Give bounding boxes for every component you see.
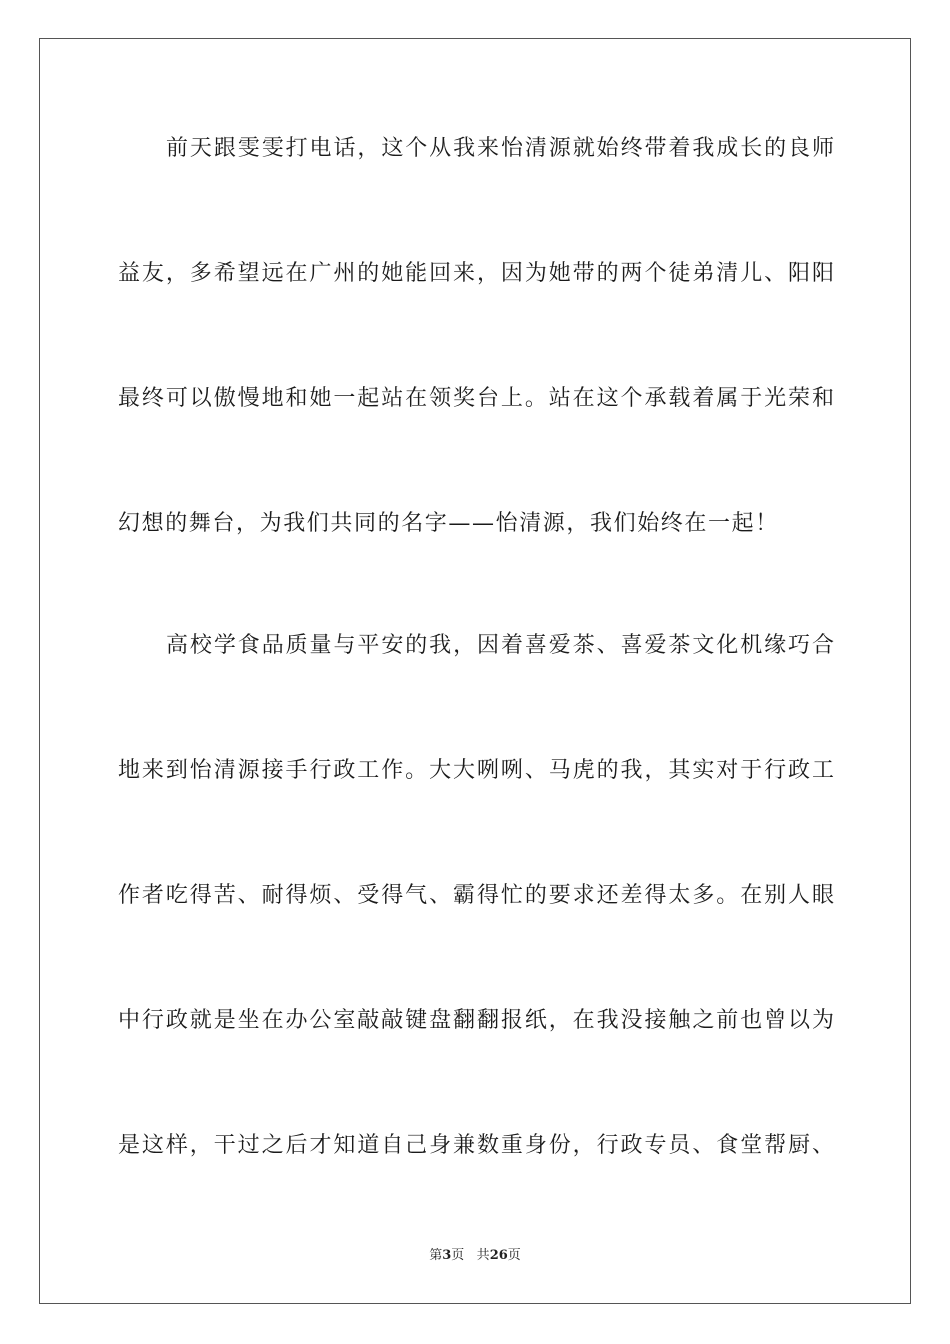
page-prefix: 第 [429,1248,443,1263]
page-suffix: 页 [451,1248,465,1263]
paragraph-2-line-2: 地来到怡清源接手行政工作。大大咧咧、马虎的我，其实对于行政工 [118,758,834,783]
total-prefix: 共 [476,1248,490,1263]
paragraph-2-line-5: 是这样，干过之后才知道自己身兼数重身份，行政专员、食堂帮厨、 [118,1133,834,1158]
paragraph-1-line-2: 益友，多希望远在广州的她能回来，因为她带的两个徒弟清儿、阳阳 [118,261,834,286]
paragraph-2-line-4: 中行政就是坐在办公室敲敲键盘翻翻报纸，在我没接触之前也曾以为 [118,1008,834,1033]
page-number-current: 3 [442,1248,452,1263]
paragraph-1-line-3: 最终可以傲慢地和她一起站在领奖台上。站在这个承载着属于光荣和 [118,386,834,411]
paragraph-1-line-4: 幻想的舞台，为我们共同的名字——怡清源，我们始终在一起！ [118,511,779,536]
total-suffix: 页 [507,1248,521,1263]
page-border [39,38,911,1304]
paragraph-1-line-1: 前天跟雯雯打电话，这个从我来怡清源就始终带着我成长的良师 [166,136,834,161]
page-number-total: 26 [489,1248,508,1263]
page-footer [0,1247,950,1265]
paragraph-2-line-1: 高校学食品质量与平安的我，因着喜爱茶、喜爱茶文化机缘巧合 [166,633,834,658]
paragraph-2-line-3: 作者吃得苦、耐得烦、受得气、霸得忙的要求还差得太多。在别人眼 [118,883,834,908]
